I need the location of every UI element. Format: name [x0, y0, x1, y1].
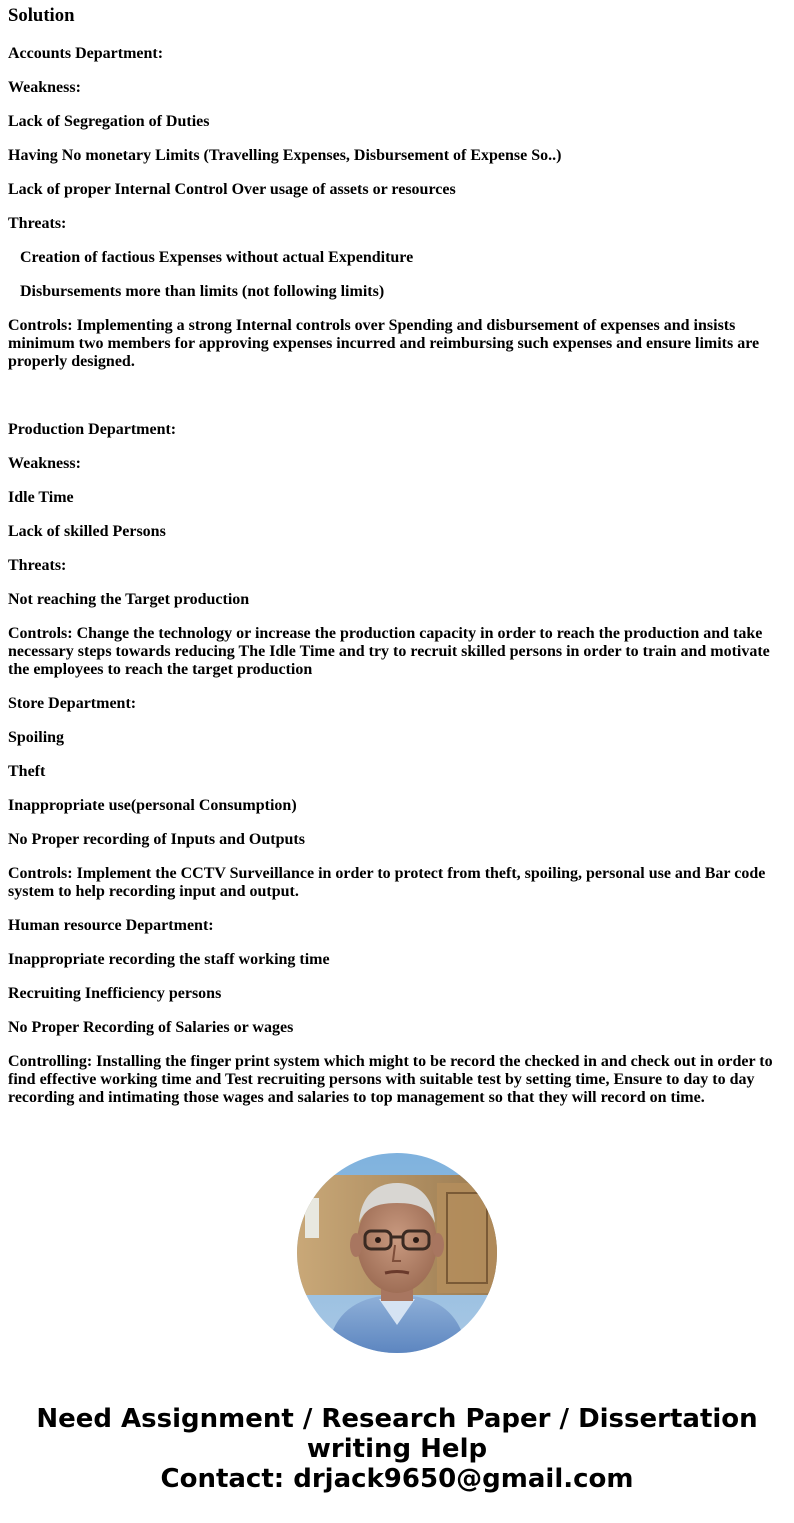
list-item: Spoiling: [8, 729, 65, 746]
list-item: Lack of skilled Persons: [8, 523, 166, 540]
controls-paragraph: Controls: Implementing a strong Internal controls over Spending and disbursement of expenses and insists minimum two members for approving expenses incurred and reimbursing such expenses and ensure limits are properly designed.: [8, 317, 760, 370]
list-item: No Proper recording of Inputs and Outputs: [8, 831, 305, 848]
list-item: Lack of proper Internal Control Over usage of assets or resources: [8, 181, 456, 198]
footer-contact: Contact: drjack9650@gmail.com: [160, 1464, 634, 1494]
avatar: [297, 1153, 497, 1353]
weakness-label: Weakness:: [8, 79, 81, 96]
list-item: Having No monetary Limits (Travelling Expenses, Disbursement of Expense So..): [8, 147, 562, 164]
list-item: Inappropriate use(personal Consumption): [8, 797, 297, 814]
controls-paragraph: Controls: Implement the CCTV Surveillance in order to protect from theft, spoiling, personal use and Bar code system to help recording input and output.: [8, 865, 766, 900]
controlling-paragraph: Controlling: Installing the finger print system which might to be record the checked in and check out in order to find effective working time and Test recruiting persons with suitable test by setting time, Ensure to day to day recording and intimating those wages and salaries to top management so that they will record on time.: [8, 1053, 773, 1106]
section-heading-accounts: Accounts Department:: [8, 45, 164, 62]
list-item: No Proper Recording of Salaries or wages: [8, 1019, 294, 1036]
list-item: Idle Time: [8, 489, 74, 506]
section-heading-hr: Human resource Department:: [8, 917, 214, 934]
threats-label: Threats:: [8, 557, 67, 574]
list-item: Recruiting Inefficiency persons: [8, 985, 222, 1002]
document-body: [8, 0, 786, 1106]
footer-line-2: writing Help: [306, 1434, 488, 1464]
list-item: Creation of factious Expenses without actual Expenditure: [20, 249, 414, 266]
controls-paragraph: Controls: Change the technology or increase the production capacity in order to reach the production and take necessary steps towards reducing The Idle Time and try to recruit skilled persons in order to train and motivate the employees to reach the target production: [8, 625, 770, 678]
weakness-label: Weakness:: [8, 455, 81, 472]
list-item: Not reaching the Target production: [8, 591, 250, 608]
section-heading-production: Production Department:: [8, 421, 177, 438]
list-item: Lack of Segregation of Duties: [8, 113, 210, 130]
list-item: Disbursements more than limits (not following limits): [20, 283, 385, 300]
threats-label: Threats:: [8, 215, 67, 232]
section-heading-store: Store Department:: [8, 695, 137, 712]
list-item: Theft: [8, 763, 46, 780]
footer-line-1: Need Assignment / Research Paper / Dissertation: [36, 1404, 758, 1434]
page-title: Solution: [8, 5, 75, 26]
list-item: Inappropriate recording the staff working time: [8, 951, 330, 968]
